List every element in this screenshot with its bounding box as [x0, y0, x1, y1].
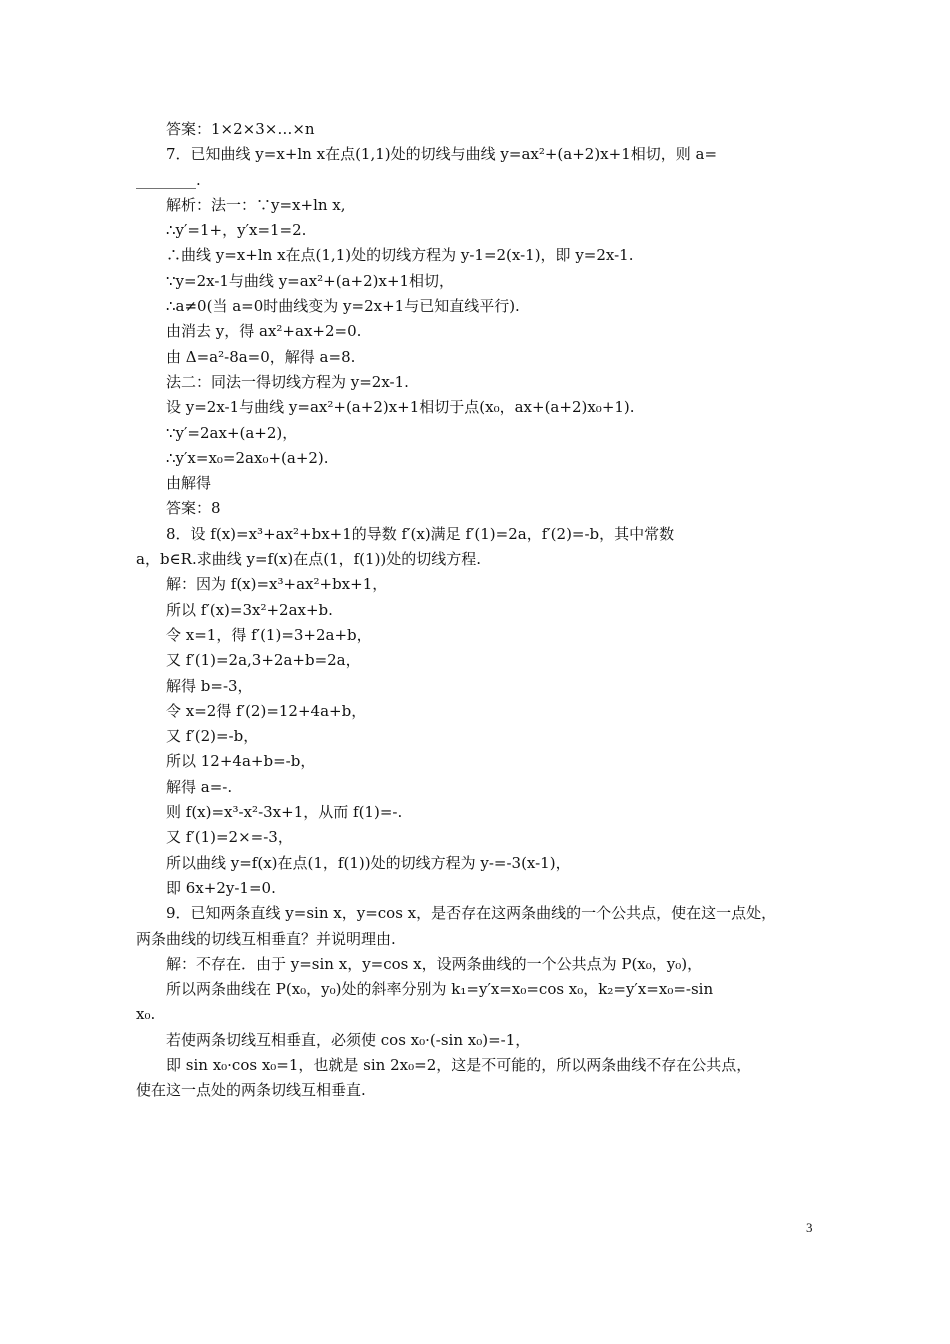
page-number: 3 — [806, 1220, 813, 1235]
text-line: 答案：1×2×3×…×n — [166, 120, 315, 138]
text-line: 解：因为 f(x)=x³+ax²+bx+1， — [166, 575, 388, 594]
text-line: ∴y′=1+，y′x=1=2. — [166, 221, 307, 240]
text-line: 令 x=2得 f′(2)=12+4a+b， — [166, 701, 367, 720]
text-line: 解得 a=-. — [166, 777, 233, 796]
text-line: 由解得 — [166, 474, 212, 493]
text-line: 答案：8 — [166, 499, 221, 518]
text-line: ________. — [136, 170, 201, 189]
text-line: 解析：法一：∵y=x+ln x, — [166, 195, 346, 214]
text-line: 即 6x+2y-1=0. — [166, 878, 276, 897]
text-line: a，b∈R.求曲线 y=f(x)在点(1，f(1))处的切线方程. — [136, 550, 482, 569]
text-line: 7．已知曲线 y=x+ln x在点(1,1)处的切线与曲线 y=ax²+(a+2)x+1相切，则 a= — [166, 145, 718, 164]
text-line: 解：不存在．由于 y=sin x，y=cos x，设两条曲线的一个公共点为 P(x₀，y₀)， — [166, 954, 703, 973]
text-line: ∴a≠0(当 a=0时曲线变为 y=2x+1与已知直线平行). — [166, 297, 520, 316]
text-line: 两条曲线的切线互相垂直？并说明理由. — [136, 929, 396, 948]
text-line: x₀. — [136, 1005, 156, 1024]
text-line: ∴y′x=x₀=2ax₀+(a+2). — [166, 448, 329, 467]
text-line: 由消去 y，得 ax²+ax+2=0. — [166, 322, 362, 341]
text-line: 9．已知两条直线 y=sin x，y=cos x，是否存在这两条曲线的一个公共点，使在这一点处， — [166, 904, 777, 923]
text-line: 法二：同法一得切线方程为 y=2x-1. — [166, 372, 409, 391]
text-line: 所以两条曲线在 P(x₀，y₀)处的斜率分别为 k₁=y′x=x₀=cos x₀，k₂=y′x=x₀=-sin — [166, 980, 714, 999]
text-line: 又 f′(2)=-b， — [166, 727, 259, 746]
text-line: 则 f(x)=x³-x²-3x+1，从而 f(1)=-. — [166, 803, 403, 822]
text-line: 解得 b=-3， — [166, 676, 253, 695]
text-line: 设 y=2x-1与曲线 y=ax²+(a+2)x+1相切于点(x₀，ax+(a+2)x₀+1). — [166, 398, 635, 417]
text-line: 又 f′(1)=2×=-3， — [166, 828, 293, 847]
text-line: 由 Δ=a²-8a=0，解得 a=8. — [166, 347, 356, 366]
text-line: 所以 12+4a+b=-b， — [166, 752, 316, 771]
text-line: ∴曲线 y=x+ln x在点(1,1)处的切线方程为 y-1=2(x-1)，即 y=2x-1. — [166, 246, 634, 265]
text-line: 令 x=1，得 f′(1)=3+2a+b， — [166, 625, 372, 644]
text-line: 使在这一点处的两条切线互相垂直. — [136, 1081, 366, 1100]
text-line: 若使两条切线互相垂直，必须使 cos x₀·(-sin x₀)=-1， — [166, 1030, 531, 1049]
text-line: 所以曲线 y=f(x)在点(1，f(1))处的切线方程为 y-=-3(x-1)， — [166, 853, 571, 872]
document-body — [136, 117, 816, 1104]
text-line: 所以 f′(x)=3x²+2ax+b. — [166, 600, 333, 619]
text-line: 又 f′(1)=2a,3+2a+b=2a， — [166, 651, 361, 670]
text-line: ∵y′=2ax+(a+2)， — [166, 423, 298, 442]
text-line: 即 sin x₀·cos x₀=1，也就是 sin 2x₀=2，这是不可能的，所以两条曲线不存在公共点， — [166, 1055, 752, 1074]
text-line: 8．设 f(x)=x³+ax²+bx+1的导数 f′(x)满足 f′(1)=2a，f′(2)=-b，其中常数 — [166, 524, 675, 543]
text-line: ∵y=2x-1与曲线 y=ax²+(a+2)x+1相切， — [166, 271, 455, 290]
